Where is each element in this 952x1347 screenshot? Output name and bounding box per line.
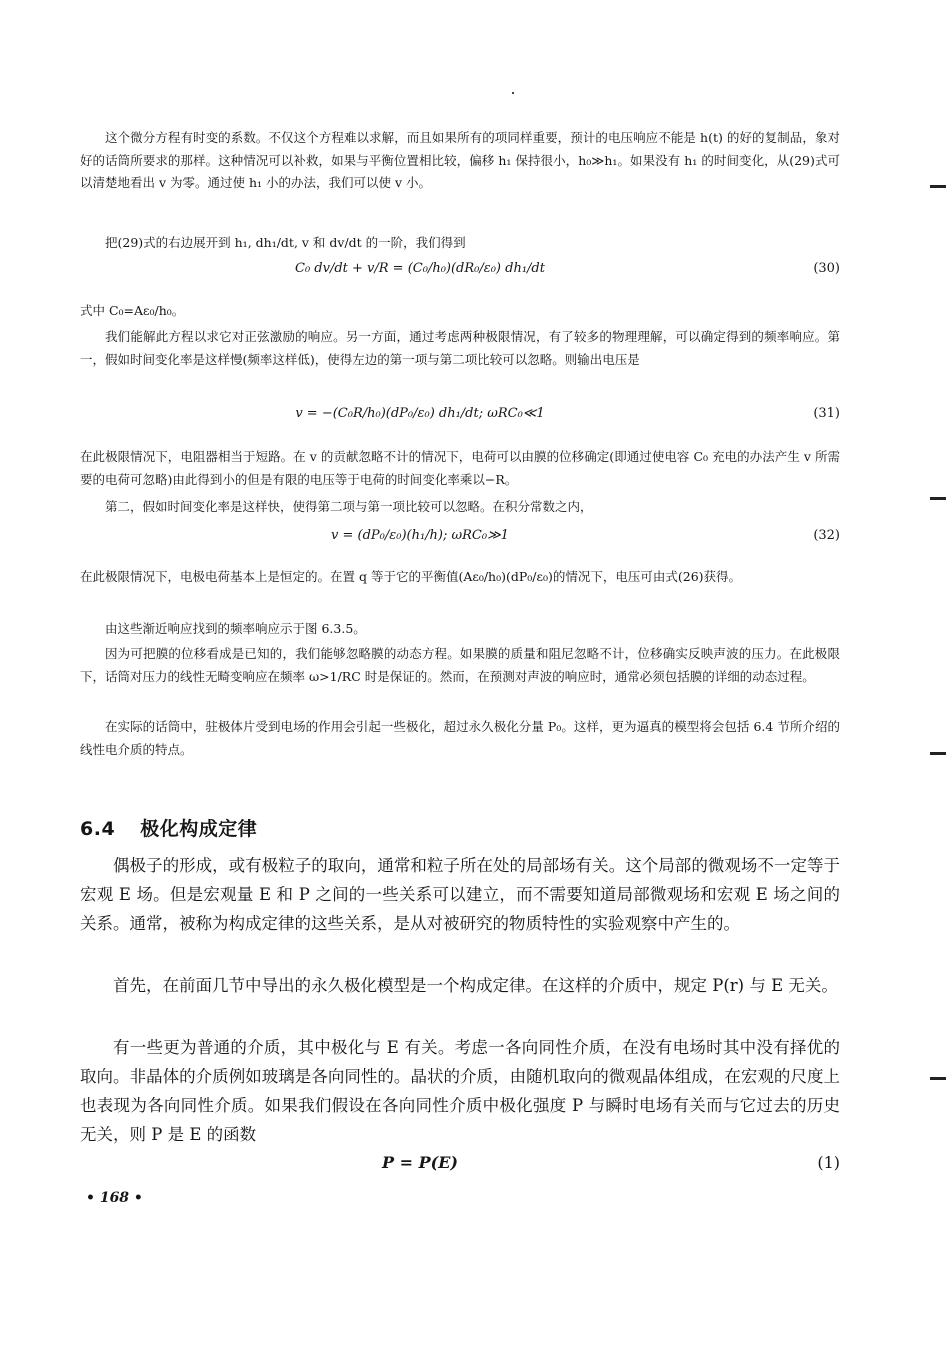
page-number: • 168 • bbox=[86, 1190, 143, 1206]
margin-scan-mark bbox=[930, 185, 946, 188]
paragraph-constant-charge: 在此极限情况下，电极电荷基本上是恒定的。在置 q 等于它的平衡值(Aε₀/h₀)(dP₀/ε₀)的情况下，电压可由式(26)获得。 bbox=[80, 569, 742, 584]
paragraph-fast-rate: 第二，假如时间变化率是这样快，使得第二项与第一项比较可以忽略。在积分常数之内， bbox=[105, 499, 593, 514]
paragraph-expansion-intro: 把(29)式的右边展开到 h₁, dh₁/dt, v 和 dv/dt 的一阶，我们得到 bbox=[105, 235, 466, 250]
speck-mark bbox=[512, 92, 514, 94]
equation-31 bbox=[80, 402, 840, 432]
paragraph-isotropic-media: 有一些更为普通的介质，其中极化与 E 有关。考虑一各向同性介质，在没有电场时其中没有择优的取向。非晶体的介质例如玻璃是各向同性的。晶状的介质，由随机取向的微观晶体组成，在宏观的尺度上也表现为各向同性介质。如果我们假设在各向同性介质中极化强度 P 与瞬时电场有关而与它过去的历史无关，则 P 是 E 的函数 bbox=[80, 1038, 840, 1144]
margin-scan-mark bbox=[930, 497, 946, 500]
equation-30-number: (30) bbox=[813, 261, 840, 276]
equation-30-formula: C₀ dv/dt + v/R = (C₀/h₀)(dR₀/ε₀) dh₁/dt bbox=[295, 261, 545, 276]
paragraph-membrane-dynamics: 因为可把膜的位移看成是已知的，我们能够忽略膜的动态方程。如果膜的质量和阻尼忽略不计，位移确实反映声波的压力。在此极限下，话筒对压力的线性无畸变响应在频率 ω>1/RC 时是保证的。然而，在预测对声波的响应时，通常必须包括膜的详细的动态过程。 bbox=[80, 646, 840, 684]
margin-scan-mark bbox=[930, 1077, 946, 1080]
equation-1-formula: P = P(E) bbox=[382, 1153, 458, 1172]
paragraph-frequency-response: 由这些渐近响应找到的频率响应示于图 6.3.5。 bbox=[105, 621, 366, 636]
paragraph-time-varying-coefficients: 这个微分方程有时变的系数。不仅这个方程难以求解，而且如果所有的项同样重要，预计的电压响应不能是 h(t) 的好的复制品，象对好的话筒所要求的那样。这种情况可以补救，如果与平衡位置相比较，偏移 h₁ 保持很小，h₀≫h₁。如果没有 h₁ 的时间变化，从(29)式可以清楚地看出 v 为零。通过使 h₁ 小的办法，我们可以使 v 小。 bbox=[80, 130, 840, 190]
section-heading bbox=[80, 814, 257, 841]
equation-32-formula: v = (dP₀/ε₀)(h₁/h); ωRC₀≫1 bbox=[331, 528, 509, 543]
equation-32 bbox=[80, 524, 840, 554]
paragraph-permanent-polarization: 首先，在前面几节中导出的永久极化模型是一个构成定律。在这样的介质中，规定 P(r) 与 E 无关。 bbox=[113, 976, 838, 995]
equation-32-number: (32) bbox=[813, 528, 840, 543]
paragraph-resistor-short-circuit: 在此极限情况下，电阻器相当于短路。在 v 的贡献忽略不计的情况下，电荷可以由膜的位移确定(即通过使电容 C₀ 充电的办法产生 v 所需要的电荷可忽略)由此得到小的但是有限的电压等于电荷的时间变化率乘以−R。 bbox=[80, 449, 840, 487]
equation-1 bbox=[80, 1149, 840, 1179]
paragraph-c0-definition: 式中 C₀=Aε₀/h₀。 bbox=[80, 303, 185, 318]
equation-31-number: (31) bbox=[813, 406, 840, 421]
margin-scan-mark bbox=[930, 752, 946, 755]
paragraph-electret-polarization: 在实际的话筒中，驻极体片受到电场的作用会引起一些极化，超过永久极化分量 P₀。这样，更为逼真的模型将会包括 6.4 节所介绍的线性电介质的特点。 bbox=[80, 719, 840, 757]
section-number: 6.4 bbox=[80, 818, 116, 840]
section-title: 极化构成定律 bbox=[140, 818, 258, 840]
paragraph-local-field: 偶极子的形成，或有极粒子的取向，通常和粒子所在处的局部场有关。这个局部的微观场不一定等于宏观 E 场。但是宏观量 E 和 P 之间的一些关系可以建立，而不需要知道局部微观场和宏观 E 场之间的关系。通常，被称为构成定律的这些关系，是从对被研究的物质特性的实验观察中产生的。 bbox=[80, 856, 840, 933]
paragraph-sinusoidal-response: 我们能解此方程以求它对正弦激励的响应。另一方面，通过考虑两种极限情况，有了较多的物理理解，可以确定得到的频率响应。第一，假如时间变化率是这样慢(频率这样低)，使得左边的第一项与第二项比较可以忽略。则输出电压是 bbox=[80, 329, 840, 367]
equation-1-number: (1) bbox=[817, 1153, 840, 1172]
equation-31-formula: v = −(C₀R/h₀)(dP₀/ε₀) dh₁/dt; ωRC₀≪1 bbox=[295, 406, 545, 421]
equation-30 bbox=[80, 257, 840, 287]
